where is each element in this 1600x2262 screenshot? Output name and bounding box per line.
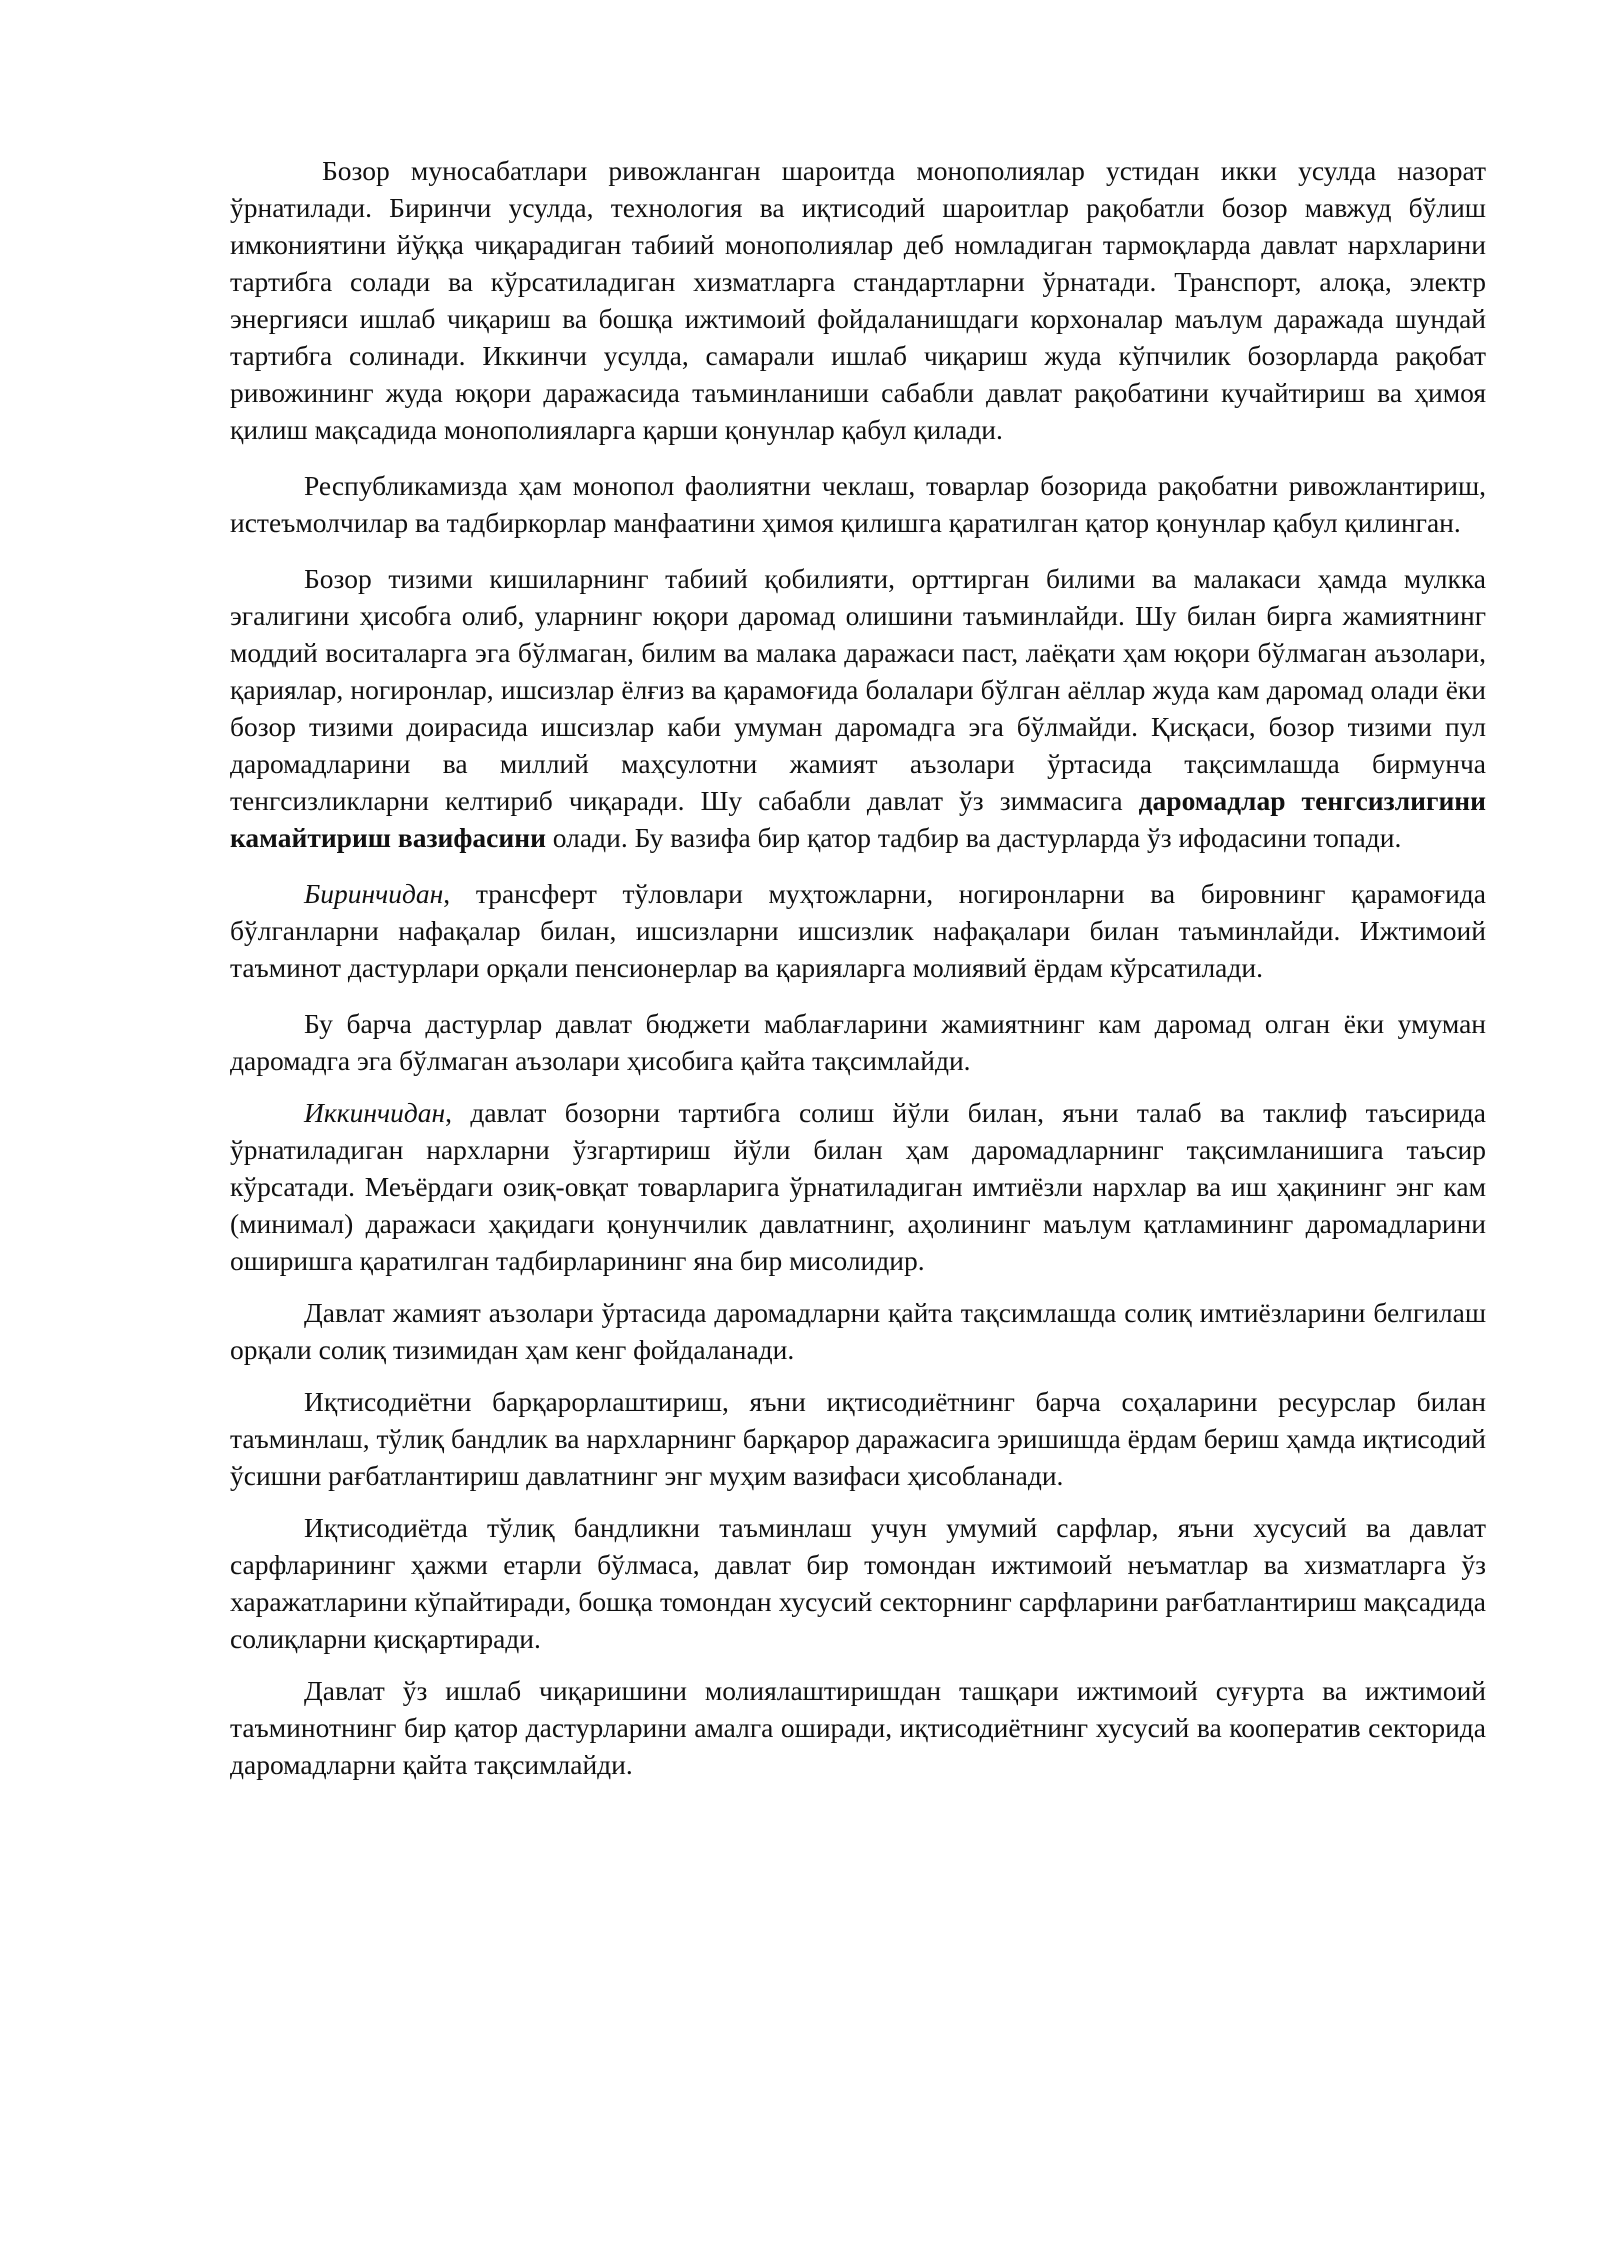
bold-emphasis: даромадлар тенгсизлигини камайтириш вазифасини (230, 785, 1487, 853)
document-body (230, 152, 1486, 1798)
paragraph-economic-stabilization: Иқтисодиётни барқарорлаштириш, яъни иқтисодиётнинг барча соҳаларини ресурслар билан таъминлаш, тўлиқ бандлик ва нархларнинг барқарор даражасига эришишда ёрдам бериш ҳамда иқтисодий ўсишни рағбатлантириш давлатнинг энг муҳим вазифаси ҳисобланади. (230, 1386, 1486, 1491)
paragraph-text: , давлат бозорни тартибга солиш йўли билан, яъни талаб ва таклиф таъсирида ўрнатиладиган нархларни ўзгартириш йўли билан ҳам даромадларнинг тақсимланишига таъсир кўрсатади. Меъёрдаги озиқ-овқат товарларига ўрнатиладиган имтиёзли нархлар ва иш ҳақининг энг кам (минимал) даражаси ҳақидаги қонунчилик давлатнинг, аҳолининг маълум қатламининг даромадларини оширишга қаратилган тадбирларининг яна бир мисолидир. (230, 1097, 1486, 1276)
italic-emphasis: Иккинчидан (304, 1097, 446, 1128)
paragraph-tax-benefits: Давлат жамият аъзолари ўртасида даромадларни қайта тақсимлашда солиқ имтиёзларини белгилаш орқали солиқ тизимидан ҳам кенг фойдаланади. (230, 1297, 1486, 1365)
paragraph-full-employment: Иқтисодиётда тўлиқ бандликни таъминлаш учун умумий сарфлар, яъни хусусий ва давлат сарфларининг ҳажми етарли бўлмаса, давлат бир томондан ижтимоий неъматлар ва хизматларга ўз харажатларини кўпайтиради, бошқа томондан хусусий секторнинг сарфларини рағбатлантириш мақсадида солиқларни қисқартиради. (230, 1512, 1486, 1654)
paragraph-monopoly-control: Бозор муносабатлари ривожланган шароитда монополиялар устидан икки усулда назорат ўрнатилади. Биринчи усулда, технология ва иқтисодий шароитлар рақобатли бозор мавжуд бўлиш имкониятини йўққа чиқарадиган табиий монополиялар деб номладиган тармоқларда давлат нархларини тартибга солади ва кўрсатиладиган хизматларга стандартларни ўрнатади. Транспорт, алоқа, электр энергияси ишлаб чиқариш ва бошқа ижтимоий фойдаланишдаги корхоналар маълум даражада шундай тартибга солинади. Иккинчи усулда, самарали ишлаб чиқариш жуда кўпчилик бозорларда рақобат ривожининг жуда юқори даражасида таъминланиши сабабли давлат рақобатини кучайтириш ва ҳимоя қилиш мақсадида монополияларга қарши қонунлар қабул қилади. (230, 155, 1486, 445)
italic-emphasis: Биринчидан (304, 878, 444, 909)
paragraph-text: олади. Бу вазифа бир қатор тадбир ва дастурларда ўз ифодасини топади. (545, 822, 1402, 853)
paragraph-budget-redistribution: Бу барча дастурлар давлат бюджети маблағларини жамиятнинг кам даромад олган ёки умуман даромадга эга бўлмаган аъзолари ҳисобига қайта тақсимлайди. (230, 1008, 1486, 1076)
paragraph-text: , трансферт тўловлари муҳтожларни, ногиронларни ва бировнинг қарамоғида бўлганларни нафақалар билан, ишсизларни ишсизлик нафақалари билан таъминлайди. Ижтимоий таъминот дастурлари орқали пенсионерлар ва қарияларга молиявий ёрдам кўрсатилади. (230, 878, 1486, 983)
paragraph-republic-laws: Республикамизда ҳам монопол фаолиятни чеклаш, товарлар бозорида рақобатни ривожлантириш, истеъмолчилар ва тадбиркорлар манфаатини ҳимоя қилишга қаратилган қатор қонунлар қабул қилинган. (230, 470, 1486, 538)
paragraph-firstly-transfers (230, 875, 1486, 986)
paragraph-text: Бозор тизими кишиларнинг табиий қобилияти, орттирган билими ва малакаси ҳамда мулкка эгалигини ҳисобга олиб, уларнинг юқори даромад олишини таъминлайди. Шу билан бирга жамиятнинг моддий воситаларга эга бўлмаган, билим ва малака даражаси паст, лаёқати ҳам юқори бўлмаган аъзолари, қариялар, ногиронлар, ишсизлар ёлғиз ва қарамоғида болалари бўлган аёллар жуда кам даромад олади ёки бозор тизими доирасида ишсизлар каби умуман даромадга эга бўлмайди. Қисқаси, бозор тизими пул даромадларини ва миллий маҳсулотни жамият аъзолари ўртасида тақсимлашда бирмунча тенгсизликларни келтириб чиқаради. Шу сабабли давлат ўз зиммасига (230, 563, 1486, 816)
paragraph-market-system-income (230, 560, 1486, 856)
paragraph-social-insurance: Давлат ўз ишлаб чиқаришини молиялаштиришдан ташқари ижтимоий суғурта ва ижтимоий таъминотнинг бир қатор дастурларини амалга оширади, иқтисодиётнинг хусусий ва кооператив секторида даромадларни қайта тақсимлайди. (230, 1675, 1486, 1780)
paragraph-secondly-prices (230, 1094, 1486, 1279)
